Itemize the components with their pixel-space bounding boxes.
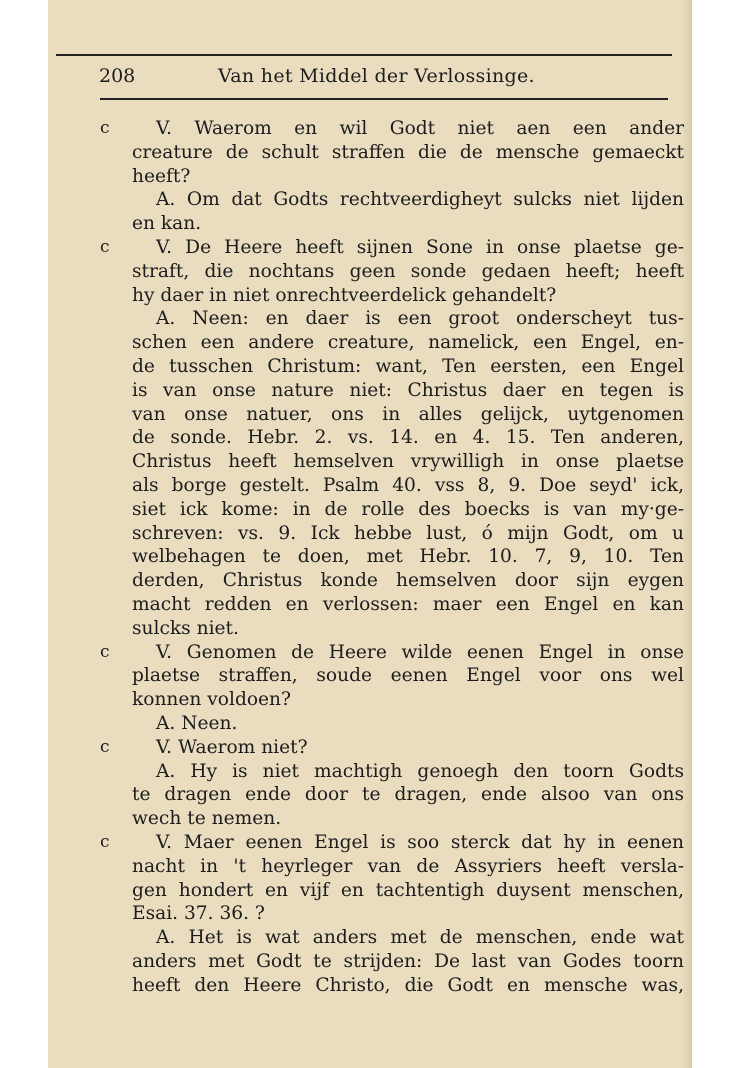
text-line (132, 807, 684, 831)
text-line (132, 260, 684, 284)
text-line-content: konnen voldoen? (132, 689, 291, 711)
text-line-content: sulcks niet. (132, 617, 239, 639)
text-line-content: A. Hy is niet machtigh genoegh den toorn Godts (156, 760, 684, 782)
text-line-content: A. Neen. (156, 712, 238, 734)
header-rule-bottom (100, 98, 668, 100)
text-line-content: nacht in 't heyrleger van de Assyriers heeft versla- (132, 855, 684, 877)
text-line (100, 736, 684, 760)
text-line-content: creature de schult straffen die de mensche gemaeckt (132, 141, 684, 163)
text-line (132, 379, 684, 403)
text-line (132, 307, 684, 331)
text-line (100, 831, 684, 855)
text-line-content: schen een andere creature, namelick, een Engel, en- (132, 332, 684, 354)
text-line-content: V. Genomen de Heere wilde eenen Engel in onse (156, 641, 684, 663)
text-line (132, 926, 684, 950)
text-line (132, 902, 684, 926)
margin-mark: c (100, 641, 110, 662)
text-line-content: heeft den Heere Christo, die Godt en mensche was, (132, 974, 684, 996)
body-text (100, 117, 684, 997)
text-line (132, 664, 684, 688)
text-line-content: derden, Christus konde hemselven door sijn eygen (132, 570, 684, 592)
text-line (100, 117, 684, 141)
text-line (132, 498, 684, 522)
text-line-content: te dragen ende door te dragen, ende alsoo van ons (132, 784, 684, 806)
margin-mark: c (100, 736, 110, 757)
text-line-content: wech te nemen. (132, 808, 282, 830)
text-line (132, 783, 684, 807)
text-line-content: plaetse straffen, soude eenen Engel voor ons wel (132, 665, 684, 687)
text-line-content: en kan. (132, 213, 202, 235)
text-line (132, 855, 684, 879)
text-line-content: is van onse nature niet: Christus daer en tegen is (132, 379, 684, 401)
text-line-content: de sonde. Hebr. 2. vs. 14. en 4. 15. Ten anderen, (132, 427, 684, 449)
text-line (132, 569, 684, 593)
text-line-content: straft, die nochtans geen sonde gedaen heeft; heeft (132, 260, 684, 282)
text-line (132, 284, 684, 308)
text-line (132, 712, 684, 736)
text-line-content: welbehagen te doen, met Hebr. 10. 7, 9, 10. Ten (132, 546, 684, 568)
text-line (100, 641, 684, 665)
text-line-content: van onse natuer, ons in alles gelijck, uytgenomen (132, 403, 684, 425)
text-line (132, 617, 684, 641)
text-line-content: anders met Godt te strijden: De last van Godes toorn (132, 950, 684, 972)
text-line (132, 522, 684, 546)
text-line-content: V. De Heere heeft sijnen Sone in onse plaetse ge- (156, 236, 684, 258)
text-line-content: V. Waerom niet? (156, 736, 308, 758)
text-line-content: A. Neen: en daer is een groot onderscheyt tus- (156, 308, 684, 330)
text-line (132, 950, 684, 974)
text-line (132, 688, 684, 712)
text-line-content: Esai. 37. 36. ? (132, 903, 265, 925)
text-line-content: A. Het is wat anders met de menschen, ende wat (156, 927, 684, 949)
text-line-content: Christus heeft hemselven vrywilligh in onse plaetse (132, 451, 684, 473)
text-line-content: schreven: vs. 9. Ick hebbe lust, ó mijn Godt, om u (132, 522, 684, 544)
text-line-content: V. Waerom en wil Godt niet aen een ander (156, 118, 684, 139)
text-line-content: A. Om dat Godts rechtveerdigheyt sulcks niet lijden (156, 189, 684, 211)
page-number: 208 (99, 65, 136, 87)
text-line (132, 593, 684, 617)
running-title: Van het Middel der Verlossinge. (218, 65, 535, 87)
text-line-content: gen hondert en vijf en tachtentigh duysent menschen, (132, 879, 684, 901)
text-line (132, 165, 684, 189)
text-line (132, 545, 684, 569)
text-line (132, 141, 684, 165)
text-line-content: macht redden en verlossen: maer een Engel en kan (132, 593, 684, 615)
text-line-content: de tusschen Christum: want, Ten eersten, een Engel (132, 355, 684, 377)
text-line-content: siet ick kome: in de rolle des boecks is van my·ge- (132, 498, 684, 520)
text-line-content: hy daer in niet onrechtveerdelick gehandelt? (132, 284, 557, 306)
text-line (132, 474, 684, 498)
text-line (132, 426, 684, 450)
text-line (132, 403, 684, 427)
header-rule-top (56, 54, 672, 56)
text-line (132, 212, 684, 236)
margin-mark: c (100, 118, 110, 138)
margin-mark: c (100, 831, 110, 852)
text-line (100, 236, 684, 260)
text-line-content: V. Maer eenen Engel is soo sterck dat hy in eenen (156, 831, 684, 853)
text-line (132, 974, 684, 998)
margin-mark: c (100, 236, 110, 257)
text-line (132, 450, 684, 474)
text-line (132, 188, 684, 212)
text-line (132, 879, 684, 903)
text-line-content: als borge gestelt. Psalm 40. vss 8, 9. Doe seyd' ick, (132, 474, 684, 496)
text-line (132, 760, 684, 784)
text-line-content: heeft? (132, 165, 191, 187)
text-line (132, 355, 684, 379)
text-line (132, 331, 684, 355)
